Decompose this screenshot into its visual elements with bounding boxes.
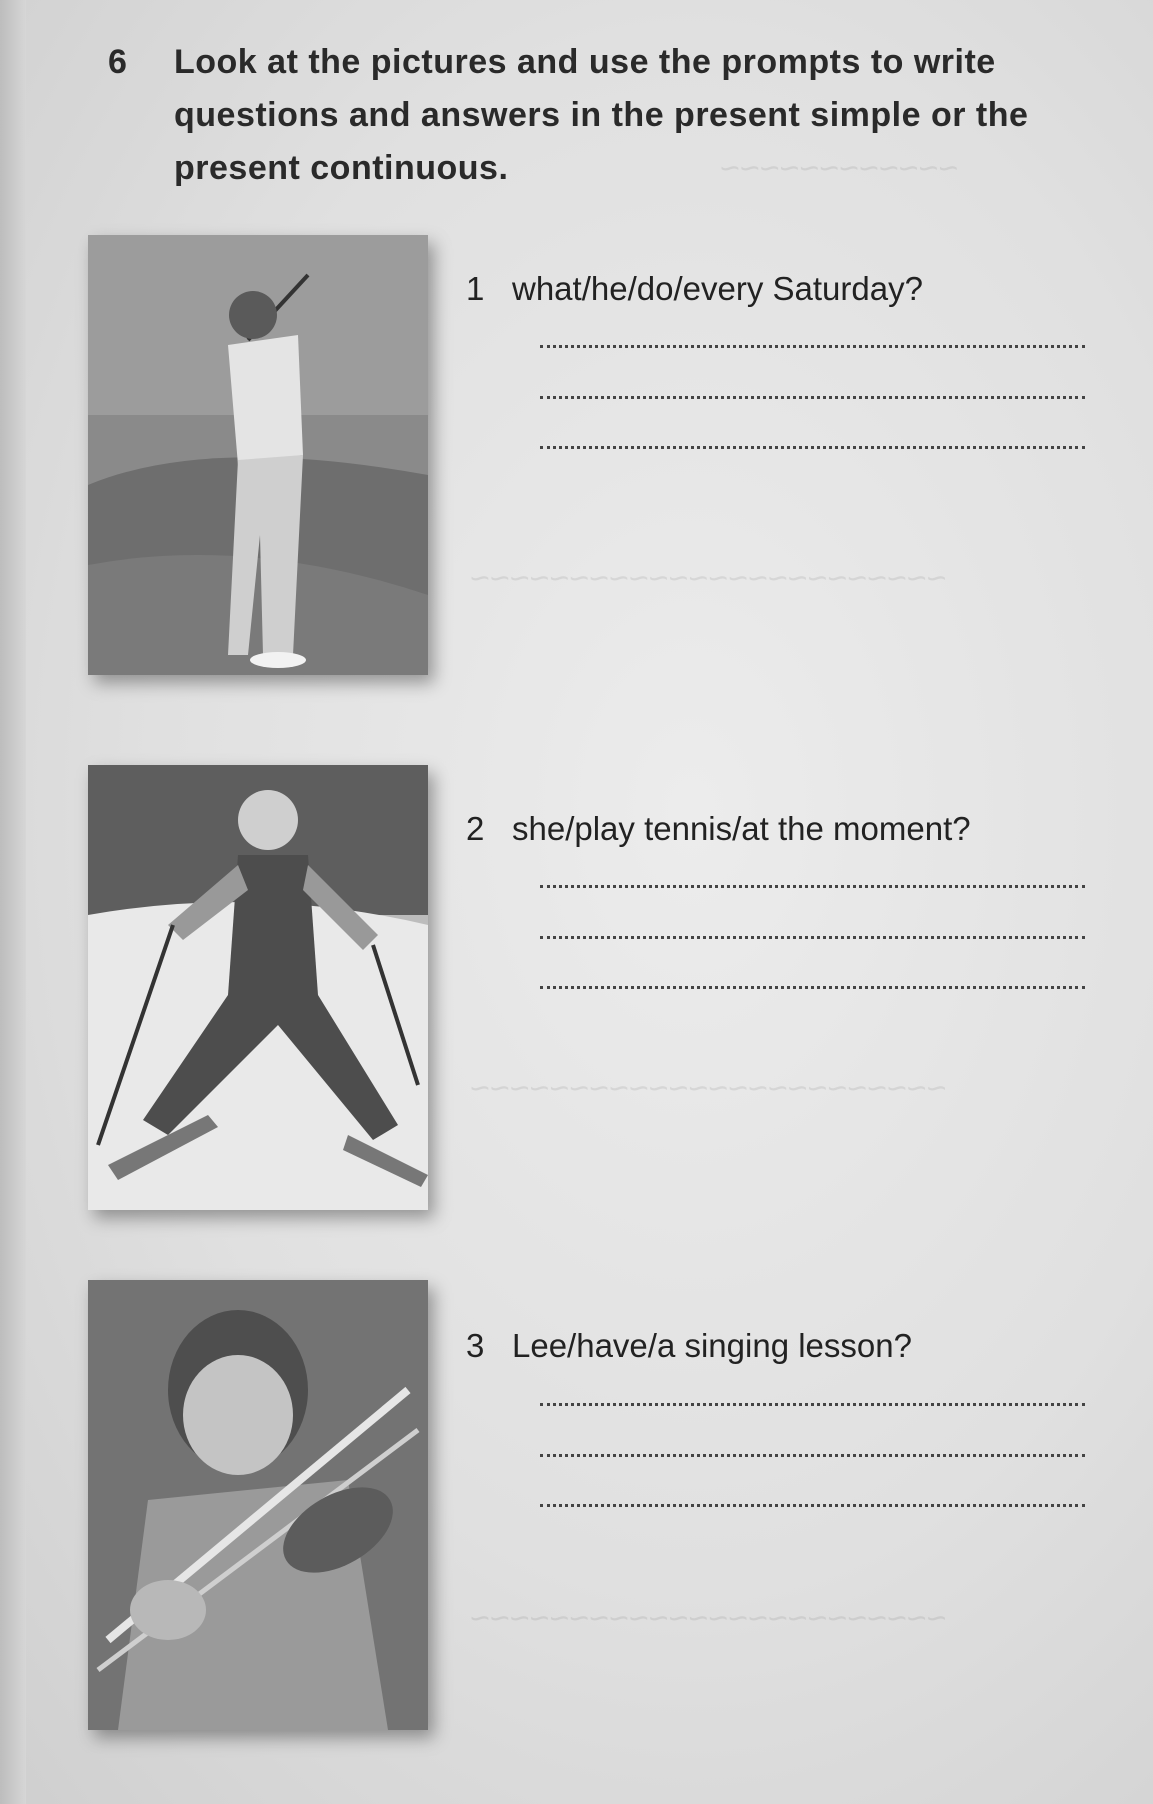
question-2-number: 2	[466, 810, 485, 847]
answer-line[interactable]	[540, 936, 1085, 939]
question-2-prompt: she/play tennis/at the moment?	[512, 810, 971, 847]
answer-line[interactable]	[540, 1454, 1085, 1457]
question-3	[466, 1326, 912, 1366]
question-3-number: 3	[466, 1327, 485, 1364]
golfer-icon	[88, 235, 428, 675]
exercise-number: 6	[108, 43, 128, 81]
question-3-prompt: Lee/have/a singing lesson?	[512, 1327, 912, 1364]
photo-golfer	[88, 235, 428, 675]
answer-line[interactable]	[540, 396, 1085, 399]
photo-skier	[88, 765, 428, 1210]
exercise-instruction: Look at the pictures and use the prompts to write questions and answers in the present simple or the present continuous.	[174, 43, 1029, 187]
question-1-number: 1	[466, 270, 485, 307]
answer-line[interactable]	[540, 446, 1085, 449]
answer-line[interactable]	[540, 986, 1085, 989]
show-through-texture: ~~~~~~~~~~~~	[720, 150, 959, 188]
skier-icon	[88, 765, 428, 1210]
answer-line[interactable]	[540, 885, 1085, 888]
question-1	[466, 269, 923, 309]
answer-line[interactable]	[540, 1403, 1085, 1406]
answer-line[interactable]	[540, 1504, 1085, 1507]
page-binding-edge	[0, 0, 26, 1804]
answer-line[interactable]	[540, 345, 1085, 348]
show-through-texture: ~~~~~~~~~~~~~~~~~~~~~~~~	[470, 1600, 947, 1638]
photo-violinist	[88, 1280, 428, 1730]
show-through-texture: ~~~~~~~~~~~~~~~~~~~~~~~~	[470, 1070, 947, 1108]
show-through-texture: ~~~~~~~~~~~~~~~~~~~~~~~~	[470, 560, 947, 598]
question-1-prompt: what/he/do/every Saturday?	[512, 270, 923, 307]
question-2	[466, 809, 971, 849]
violinist-icon	[88, 1280, 428, 1730]
